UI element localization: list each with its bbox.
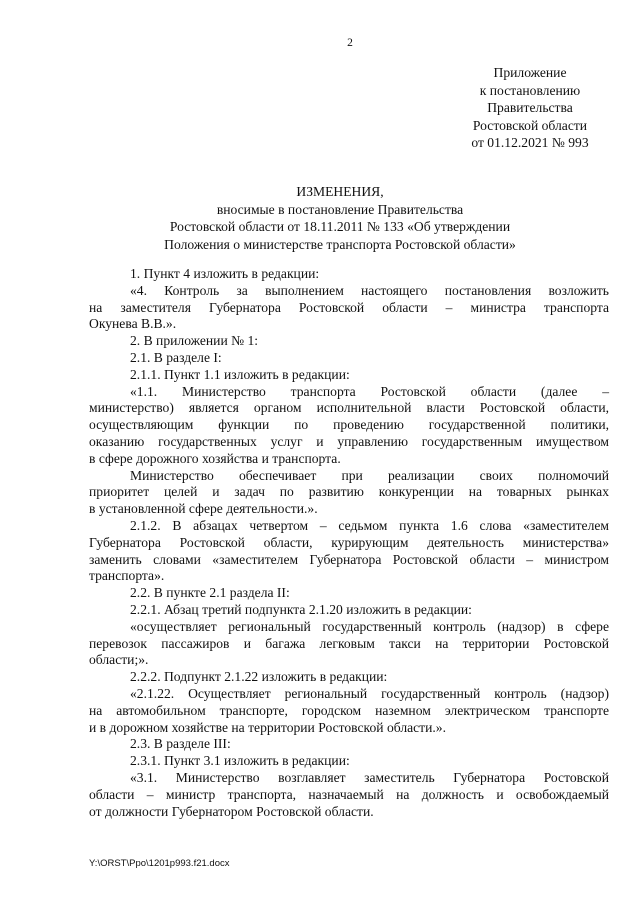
body-line: Губернатора Ростовской области, курирующим деятельность министерства» [89, 534, 609, 550]
body-line: в сфере дорожного хозяйства и транспорта. [89, 450, 341, 466]
document-title [60, 183, 620, 253]
body-line: оказанию государственных услуг и управлению государственным имуществом [89, 433, 609, 449]
body-line: на автомобильном транспорте, городском наземном электрическом транспорте [89, 702, 609, 718]
appendix-line: от 01.12.2021 № 993 [471, 135, 589, 150]
body-line: 1. Пункт 4 изложить в редакции: [130, 266, 320, 281]
body-line: 2.3. В разделе III: [130, 736, 231, 752]
title-heading: ИЗМЕНЕНИЯ, [296, 184, 384, 199]
body-line: Окунева В.В.». [89, 316, 177, 332]
document-body [89, 266, 609, 820]
title-line: вносимые в постановление Правительства [216, 201, 464, 217]
file-path-footer: Y:\ORST\Ppo\1201p993.f21.docx [89, 858, 230, 869]
body-line: 2.1. В разделе I: [130, 349, 222, 365]
body-line: 2.3.1. Пункт 3.1 изложить в редакции: [130, 753, 350, 769]
body-line: заменить словами «заместителем Губернатора Ростовской области – министром [89, 551, 609, 567]
appendix-line: Ростовской области [472, 117, 588, 133]
appendix-line: к постановлению [479, 82, 581, 98]
body-line: 2.2.2. Подпункт 2.1.22 изложить в редакции: [130, 669, 388, 685]
body-line: Министерство обеспечивает при реализации своих полномочий [130, 467, 609, 483]
body-line: на заместителя Губернатора Ростовской области – министра транспорта [89, 299, 609, 315]
body-line: транспорта». [89, 568, 165, 584]
appendix-block [440, 64, 620, 152]
body-line: перевозок пассажиров и багажа легковым такси на территории Ростовской [89, 635, 609, 651]
page-number: 2 [347, 37, 353, 49]
body-line: приоритет целей и задач по развитию конкуренции на товарных рынках [89, 484, 609, 500]
body-line: 2.2.1. Абзац третий подпункта 2.1.20 изложить в редакции: [130, 601, 472, 617]
body-line: 2.2. В пункте 2.1 раздела II: [130, 585, 290, 601]
body-line: осуществляющим функции по проведению государственной политики, [89, 417, 609, 433]
body-line: 2. В приложении № 1: [130, 333, 259, 349]
appendix-line: Правительства [487, 100, 573, 115]
body-line: 2.1.1. Пункт 1.1 изложить в редакции: [130, 366, 350, 382]
body-line: области – министр транспорта, назначаемый на должность и освобождаемый [89, 786, 609, 802]
body-line: «3.1. Министерство возглавляет заместитель Губернатора Ростовской [130, 769, 609, 785]
body-line: от должности Губернатором Ростовской области. [89, 803, 374, 819]
body-line: 2.1.2. В абзацах четвертом – седьмом пункта 1.6 слова «заместителем [130, 517, 609, 533]
appendix-line: Приложение [493, 65, 567, 80]
body-line: министерство) является органом исполнительной власти Ростовской области, [89, 400, 609, 416]
body-line: и в дорожном хозяйстве на территории Ростовской области.». [89, 719, 446, 735]
title-line: Ростовской области от 18.11.2011 № 133 «Об утверждении [169, 219, 511, 234]
body-line: «4. Контроль за выполнением настоящего постановления возложить [130, 282, 609, 298]
body-line: «1.1. Министерство транспорта Ростовской области (далее – [130, 383, 609, 399]
body-line: области;». [89, 652, 149, 668]
title-line: Положения о министерстве транспорта Ростовской области» [164, 236, 516, 252]
body-line: в установленной сфере деятельности.». [89, 501, 318, 517]
body-line: «2.1.22. Осуществляет региональный государственный контроль (надзор) [130, 685, 609, 701]
body-line: «осуществляет региональный государственный контроль (надзор) в сфере [130, 618, 609, 634]
